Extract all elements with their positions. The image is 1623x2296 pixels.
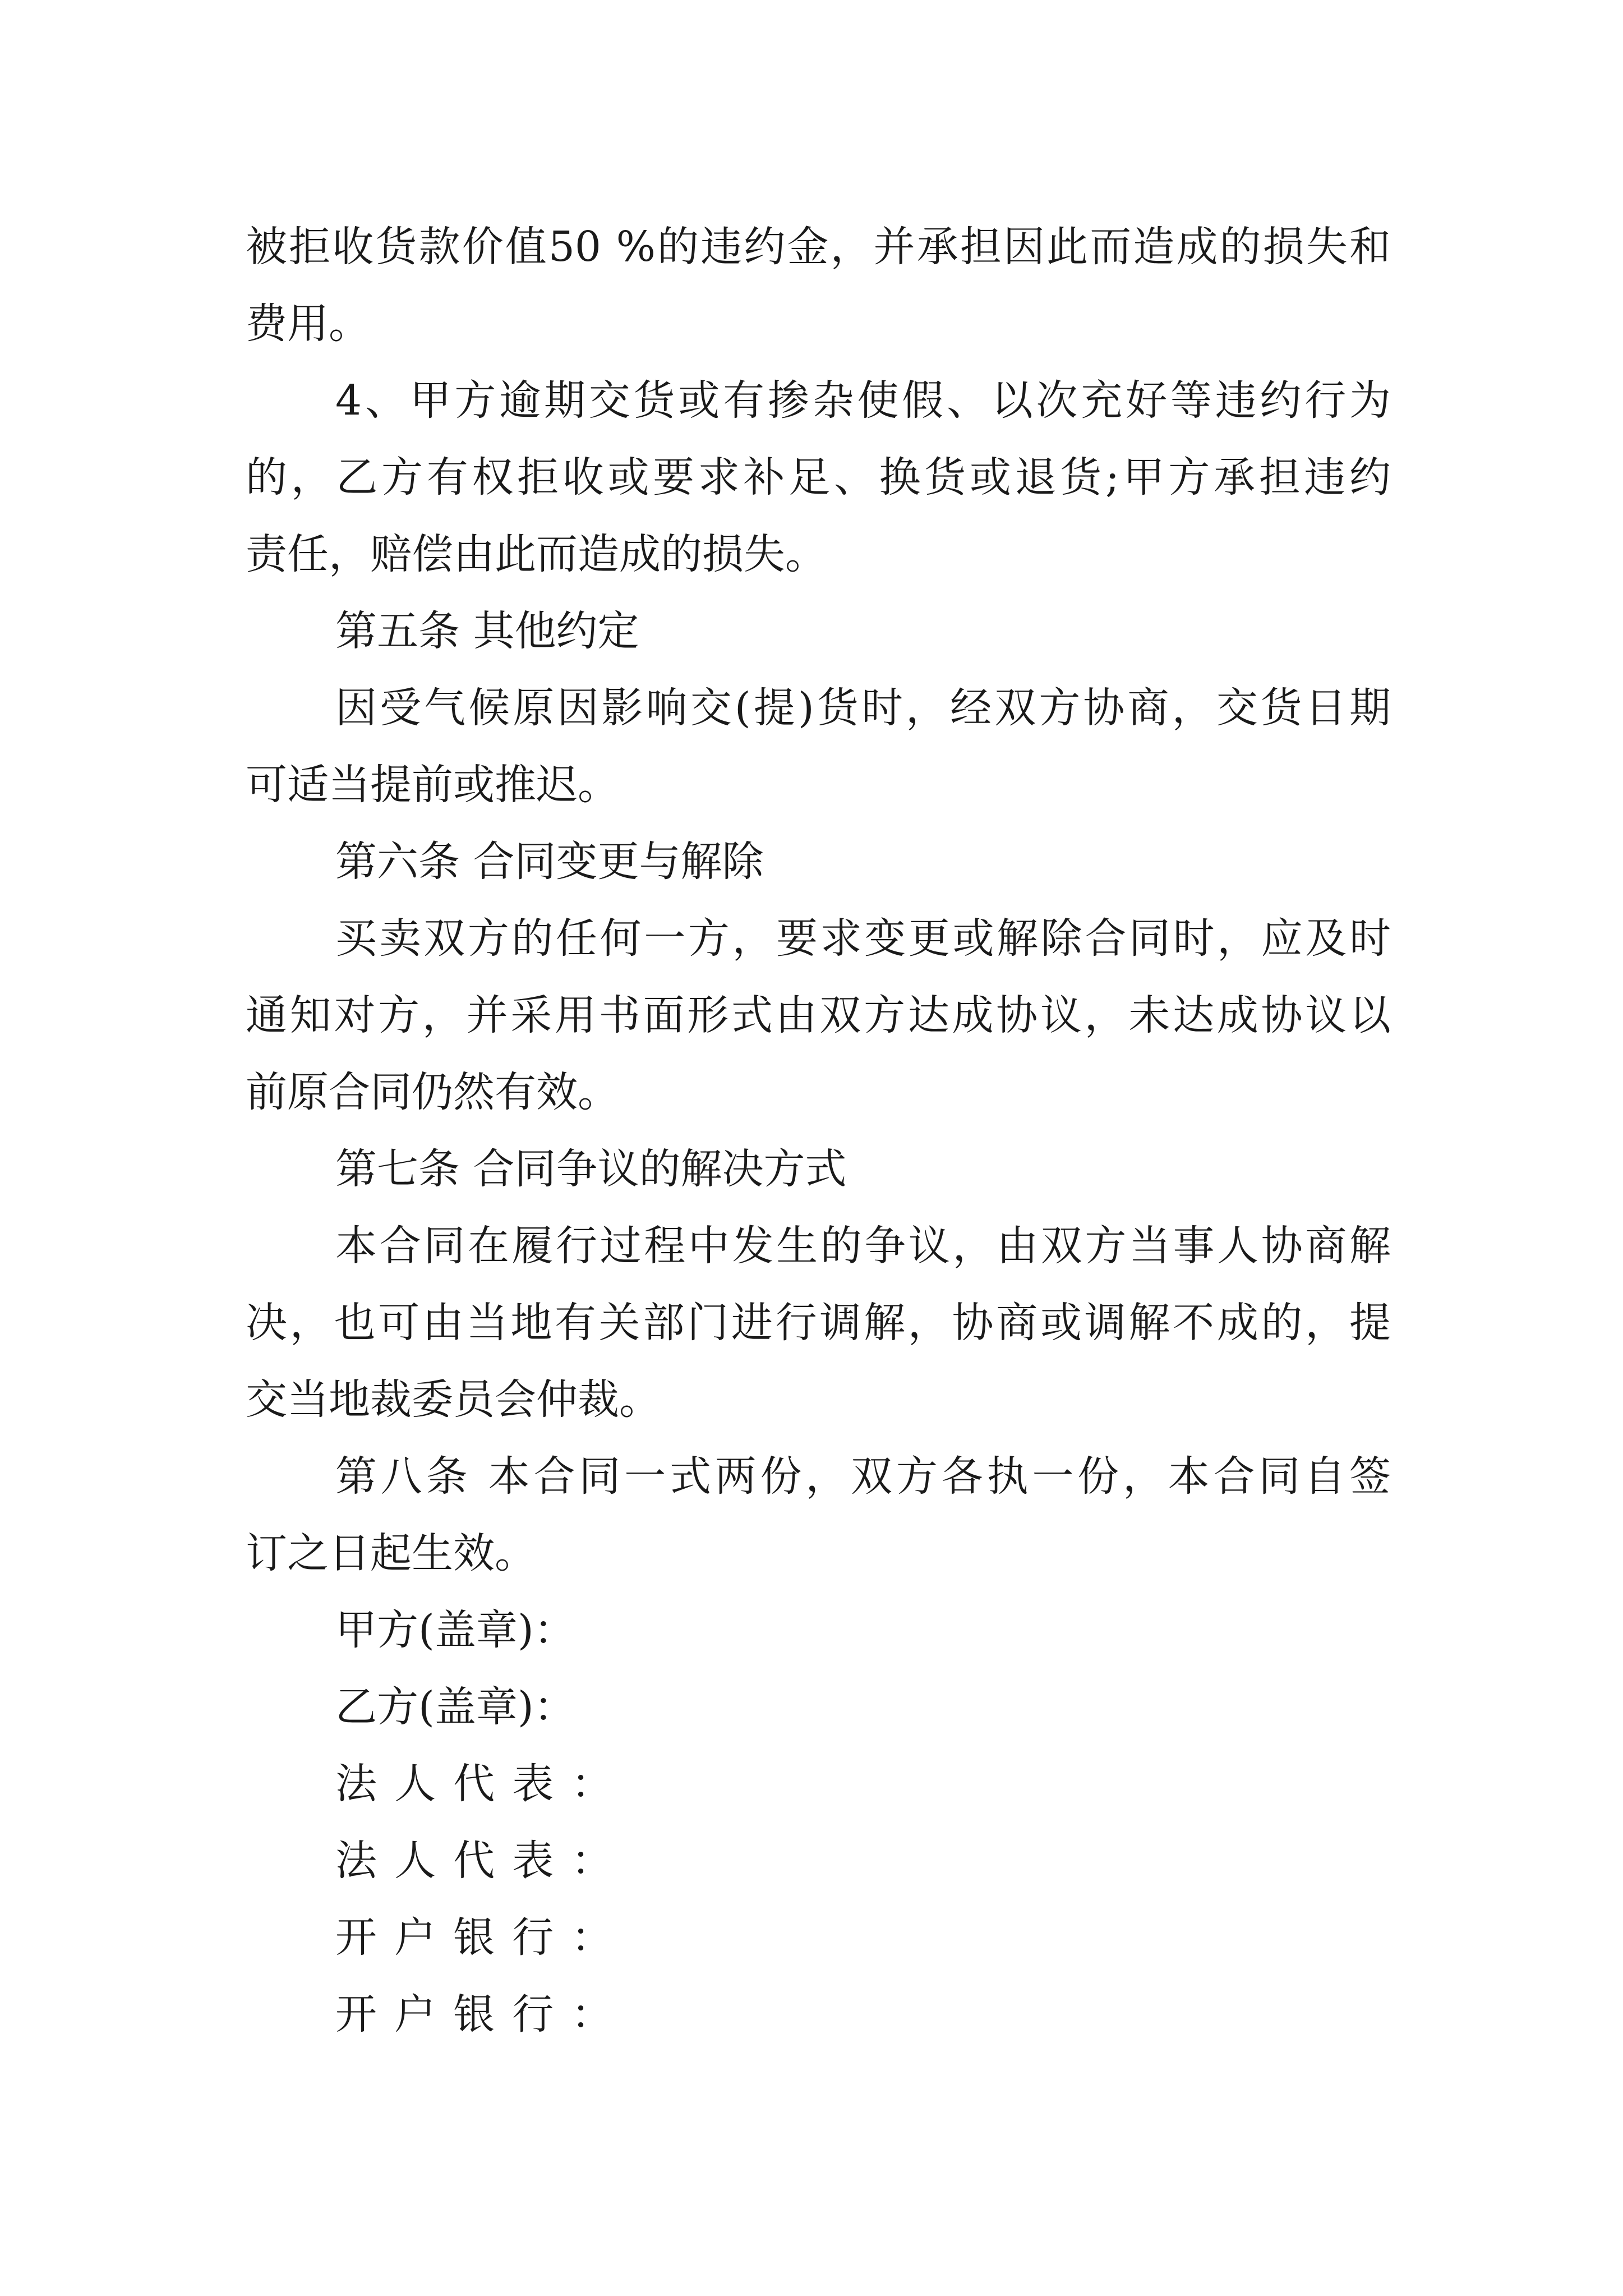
paragraph-line: 第八条 本合同一式两份，双方各执一份，本合同自签 (335, 1452, 1391, 1501)
paragraph-line: 前原合同仍然有效。 (246, 1068, 619, 1116)
paragraph-line: 责任，赔偿由此而造成的损失。 (246, 530, 827, 578)
signature-party-b: 乙方(盖章)： (335, 1683, 575, 1731)
paragraph-line: 被拒收货款价值50 %的违约金，并承担因此而造成的损失和 (246, 223, 1391, 271)
legal-representative-b: 法人代表： (335, 1837, 630, 1885)
paragraph-line: 交当地裁委员会仲裁。 (246, 1375, 661, 1424)
paragraph-line: 决，也可由当地有关部门进行调解，协商或调解不成的，提 (246, 1299, 1391, 1347)
paragraph-line: 订之日起生效。 (246, 1529, 536, 1577)
paragraph-line: 4、甲方逾期交货或有掺杂使假、以次充好等违约行为 (335, 376, 1391, 425)
section-heading: 第五条 其他约定 (335, 607, 639, 655)
contract-text-body (246, 209, 1391, 2053)
paragraph-line: 通知对方，并采用书面形式由双方达成协议，未达成协议以 (246, 991, 1391, 1039)
bank-account-a: 开户银行： (335, 1913, 630, 1962)
bank-account-b: 开户银行： (335, 1990, 630, 2039)
signature-party-a: 甲方(盖章)： (335, 1606, 575, 1654)
section-heading: 第七条 合同争议的解决方式 (335, 1145, 847, 1193)
paragraph-line: 可适当提前或推迟。 (246, 761, 619, 809)
section-heading: 第六条 合同变更与解除 (335, 838, 764, 886)
paragraph-line: 的，乙方有权拒收或要求补足、换货或退货;甲方承担违约 (246, 453, 1391, 501)
paragraph-line: 费用。 (246, 300, 370, 348)
paragraph-line: 本合同在履行过程中发生的争议，由双方当事人协商解 (335, 1222, 1391, 1270)
legal-representative-a: 法人代表： (335, 1760, 630, 1808)
paragraph-line: 因受气候原因影响交(提)货时，经双方协商，交货日期 (335, 684, 1391, 732)
paragraph-line: 买卖双方的任何一方，要求变更或解除合同时，应及时 (335, 914, 1391, 963)
